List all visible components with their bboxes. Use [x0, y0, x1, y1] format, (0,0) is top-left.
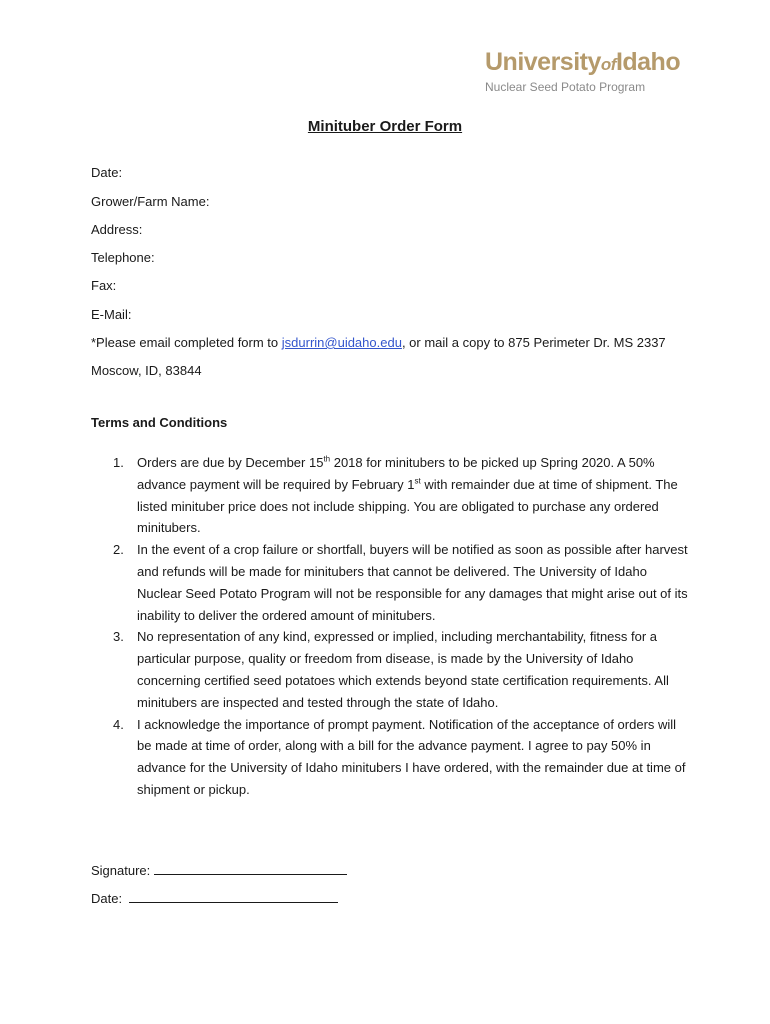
address-field-label: Address: [91, 222, 143, 237]
terms-heading: Terms and Conditions [91, 415, 228, 430]
terms-item: 3. No representation of any kind, expressed or implied, including merchantability, fitness for a particular purpose, quality or freedom from disease, is made by the University of Idaho concerning certified seed potatoes which extends beyond state certification requirements. All minitubers are inspected and tested through the state of Idaho. [113, 629, 669, 710]
logo-wordmark: UniversityofIdaho [485, 48, 681, 76]
signature-date-line[interactable] [129, 890, 338, 903]
date-field-label: Date: [91, 165, 123, 180]
page-title: Minituber Order Form [307, 118, 463, 135]
signature-date-row [91, 890, 338, 906]
university-logo [485, 48, 705, 94]
terms-list [91, 452, 691, 801]
submission-note [91, 329, 691, 385]
email-field-label: E-Mail: [91, 307, 132, 322]
grower-field-label: Grower/Farm Name: [91, 194, 210, 209]
signature-line[interactable] [154, 862, 347, 875]
signature-label: Signature: [91, 863, 151, 878]
terms-item: 4. I acknowledge the importance of prompt payment. Notification of the acceptance of orders will be made at time of order, along with a bill for the advance payment. I agree to pay 50% in advance for the University of Idaho minitubers I have ordered, with the remainder due at time of shipment or pickup. [113, 716, 686, 797]
telephone-field-label: Telephone: [91, 250, 155, 265]
terms-item: 2. In the event of a crop failure or shortfall, buyers will be notified as soon as possible after harvest and refunds will be made for minitubers that cannot be delivered. The University of Idaho Nuclear Seed Potato Program will not be responsible for any damages that might arise out of its inability to deliver the ordered amount of minitubers. [113, 542, 688, 623]
note-text-address: , or mail a copy to 875 Perimeter Dr. MS 2337 Moscow, ID, 83844 [91, 335, 666, 378]
note-text: *Please email completed form to [91, 335, 282, 350]
email-link[interactable]: jsdurrin@uidaho.edu [281, 335, 402, 350]
signature-date-label: Date: [91, 891, 123, 906]
logo-subtitle: Nuclear Seed Potato Program [485, 80, 646, 94]
terms-item: 1. Orders are due by December 15th 2018 for minitubers to be picked up Spring 2020. A 50% advance payment will be required by February 1st with remainder due at time of shipment. The listed minituber price does not include shipping. You are obligated to purchase any ordered minitubers. [113, 454, 678, 536]
fax-field-label: Fax: [91, 278, 117, 293]
signature-row [91, 862, 347, 878]
